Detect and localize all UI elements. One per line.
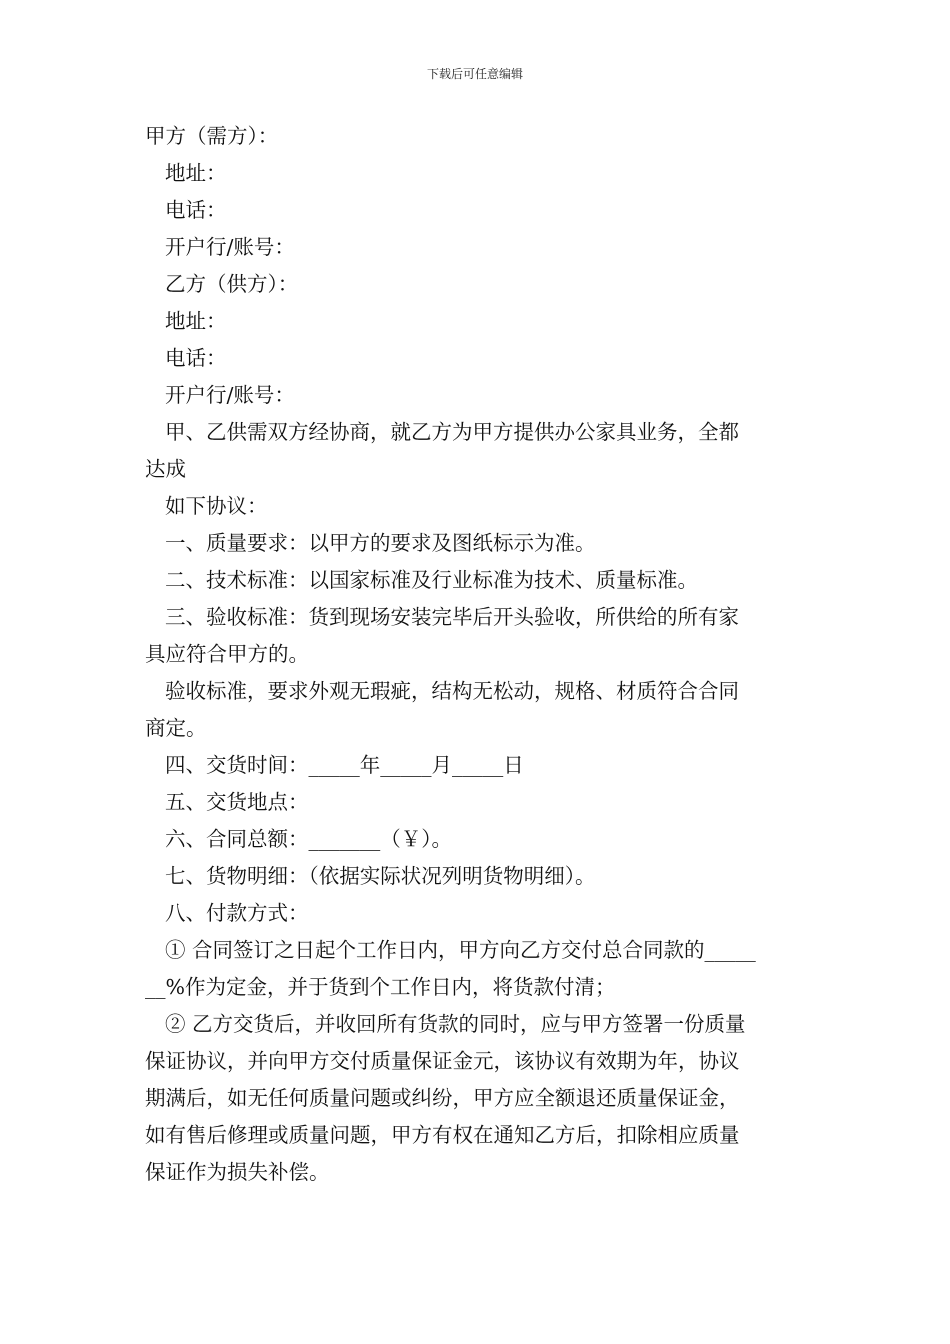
party-b-phone: 电话： <box>165 346 227 370</box>
party-b-heading: 乙方（供方）： <box>165 272 299 296</box>
agreement-intro-line: 甲、乙供需双方经协商，就乙方为甲方提供办公家具业务，全都 <box>165 420 739 444</box>
agreement-intro-line: 达成 <box>145 457 186 481</box>
clause-payment-method: 八、付款方式： <box>165 901 309 925</box>
page-header-note: 下载后可任意编辑 <box>426 67 523 81</box>
payment-item-2: 期满后，如无任何质量问题或纠纷，甲方应全额退还质量保证金， <box>145 1086 740 1110</box>
clause-contract-total: 六、合同总额：_______（￥）。 <box>165 827 452 851</box>
clause-goods-details: 七、货物明细：（依据实际状况列明货物明细）。 <box>165 864 596 888</box>
payment-item-2: 如有售后修理或质量问题，甲方有权在通知乙方后，扣除相应质量 <box>145 1123 740 1147</box>
party-a-phone: 电话： <box>165 198 227 222</box>
clause-technical-standards: 二、技术标准：以国家标准及行业标准为技术、质量标准。 <box>165 568 698 592</box>
payment-item-1: ① 合同签订之日起个工作日内，甲方向乙方交付总合同款的_____ <box>165 938 756 962</box>
payment-item-2: 保证协议，并向甲方交付质量保证金元，该协议有效期为年，协议 <box>145 1049 740 1073</box>
clause-acceptance-details: 商定。 <box>145 716 207 740</box>
agreement-intro-line: 如下协议： <box>165 494 268 518</box>
clause-acceptance-details: 验收标准，要求外观无瑕疵，结构无松动，规格、材质符合合同 <box>165 679 739 703</box>
clause-delivery-location: 五、交货地点： <box>165 790 309 814</box>
payment-item-1: __%作为定金，并于货到个工作日内，将货款付清； <box>145 975 616 999</box>
payment-item-2: 保证作为损失补偿。 <box>145 1160 330 1184</box>
party-b-address: 地址： <box>165 309 227 333</box>
party-a-bank-account: 开户行/账号： <box>165 235 295 259</box>
clause-acceptance-standards: 具应符合甲方的。 <box>145 642 309 666</box>
party-b-bank-account: 开户行/账号： <box>165 383 295 407</box>
party-a-address: 地址： <box>165 161 227 185</box>
party-a-heading: 甲方（需方）： <box>145 124 279 148</box>
clause-acceptance-standards: 三、验收标准：货到现场安装完毕后开头验收，所供给的所有家 <box>165 605 739 629</box>
contract-body <box>145 118 811 1191</box>
clause-delivery-time: 四、交货时间：_____年_____月_____日 <box>165 753 524 777</box>
payment-item-2: ② 乙方交货后，并收回所有货款的同时，应与甲方签署一份质量 <box>165 1012 746 1036</box>
clause-quality-requirements: 一、质量要求：以甲方的要求及图纸标示为准。 <box>165 531 596 555</box>
